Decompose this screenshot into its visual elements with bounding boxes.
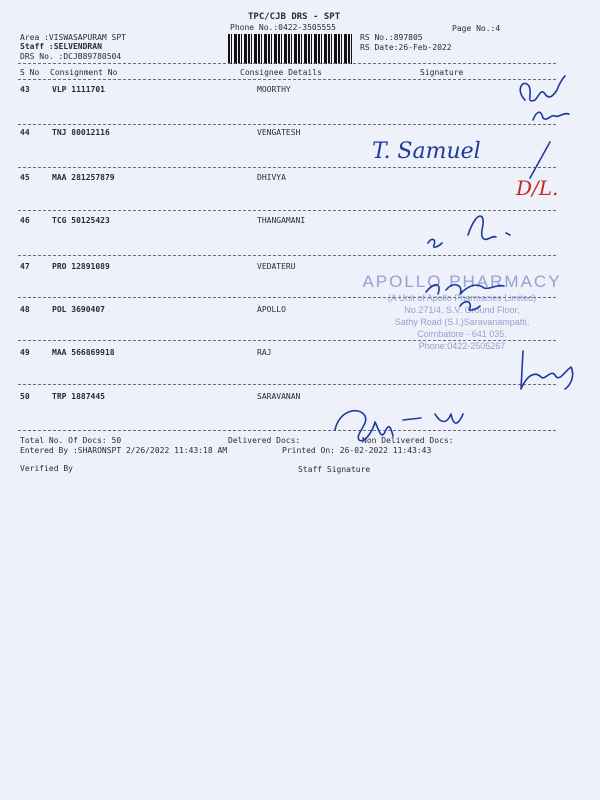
row-sno: 48 bbox=[20, 305, 30, 314]
signature-row-49 bbox=[515, 345, 585, 395]
stamp-line: Sathy Road (S.I.)Saravanampatti, bbox=[394, 317, 530, 327]
row-consignee: VENGATESH bbox=[257, 128, 301, 137]
phone-number: Phone No.:0422-3505555 bbox=[230, 23, 336, 32]
non-delivered-docs: Non Delivered Docs: bbox=[362, 436, 454, 445]
row-sno: 50 bbox=[20, 392, 30, 401]
row-consignment: MAA 281257879 bbox=[52, 173, 115, 182]
signature-row-47 bbox=[420, 272, 520, 322]
area-field: Area :VISWASAPURAM SPT bbox=[20, 33, 126, 42]
row-consignee: MOORTHY bbox=[257, 85, 291, 94]
column-header-consignee: Consignee Details bbox=[240, 68, 322, 77]
divider bbox=[18, 167, 556, 168]
row-consignment: VLP 1111701 bbox=[52, 85, 105, 94]
row-consignee: RAJ bbox=[257, 348, 272, 357]
column-header-signature: Signature bbox=[420, 68, 464, 77]
delivery-mark-row-45: D/L. bbox=[516, 176, 559, 200]
divider bbox=[18, 63, 556, 64]
row-sno: 44 bbox=[20, 128, 30, 137]
signature-row-50 bbox=[325, 400, 485, 450]
page-number: Page No.:4 bbox=[452, 24, 501, 33]
column-header-sno: S No bbox=[20, 68, 40, 77]
stamp-line: No.271/4, S.V. Ground Floor, bbox=[404, 305, 520, 315]
signature-row-46 bbox=[418, 205, 518, 260]
rs-date: RS Date:26-Feb-2022 bbox=[360, 43, 452, 52]
row-sno: 46 bbox=[20, 216, 30, 225]
row-sno: 45 bbox=[20, 173, 30, 182]
row-consignee: VEDATERU bbox=[257, 262, 296, 271]
row-consignment: TNJ 80012116 bbox=[52, 128, 110, 137]
divider bbox=[18, 79, 556, 80]
row-consignment: MAA 566869918 bbox=[52, 348, 115, 357]
row-consignment: TRP 1887445 bbox=[52, 392, 105, 401]
row-consignment: TCG 50125423 bbox=[52, 216, 110, 225]
document-title: TPC/CJB DRS - SPT bbox=[248, 12, 341, 22]
entered-by: Entered By :SHARONSPT 2/26/2022 11:43:18 AM bbox=[20, 446, 228, 455]
stamp-line: Phone:0422-2505267 bbox=[418, 341, 506, 351]
printed-on: Printed On: 26-02-2022 11:43:43 bbox=[282, 446, 432, 455]
stamp-name: APOLLO PHARMACY bbox=[362, 272, 562, 291]
row-sno: 49 bbox=[20, 348, 30, 357]
row-consignment: PRO 12891089 bbox=[52, 262, 110, 271]
divider bbox=[18, 384, 556, 385]
staff-signature-label: Staff Signature bbox=[298, 465, 371, 474]
verified-by: Verified By bbox=[20, 464, 73, 473]
divider bbox=[18, 124, 556, 125]
row-sno: 47 bbox=[20, 262, 30, 271]
delivered-docs: Delivered Docs: bbox=[228, 436, 301, 445]
stamp-line: Coimbatore - 641 035. bbox=[417, 329, 507, 339]
column-header-consignment: Consignment No bbox=[50, 68, 118, 77]
row-consignment: POL 3690407 bbox=[52, 305, 105, 314]
staff-field: Staff :SELVENDRAN bbox=[20, 42, 102, 51]
barcode bbox=[228, 34, 353, 64]
total-docs: Total No. Of Docs: 50 bbox=[20, 436, 122, 445]
row-consignee: THANGAMANI bbox=[257, 216, 306, 225]
row-consignee: APOLLO bbox=[257, 305, 286, 314]
signature-stroke bbox=[520, 140, 560, 180]
signature-row-43 bbox=[505, 70, 575, 130]
row-sno: 43 bbox=[20, 85, 30, 94]
rs-number: RS No.:897805 bbox=[360, 33, 423, 42]
signature-row-44: T. Samuel bbox=[372, 139, 481, 164]
row-consignee: SARAVANAN bbox=[257, 392, 301, 401]
drs-number: DRS No. :DCJB89780504 bbox=[20, 52, 122, 61]
stamp-line: (A Unit of Apollo Pharmacies Limited) bbox=[387, 293, 537, 303]
row-consignee: DHIVYA bbox=[257, 173, 286, 182]
